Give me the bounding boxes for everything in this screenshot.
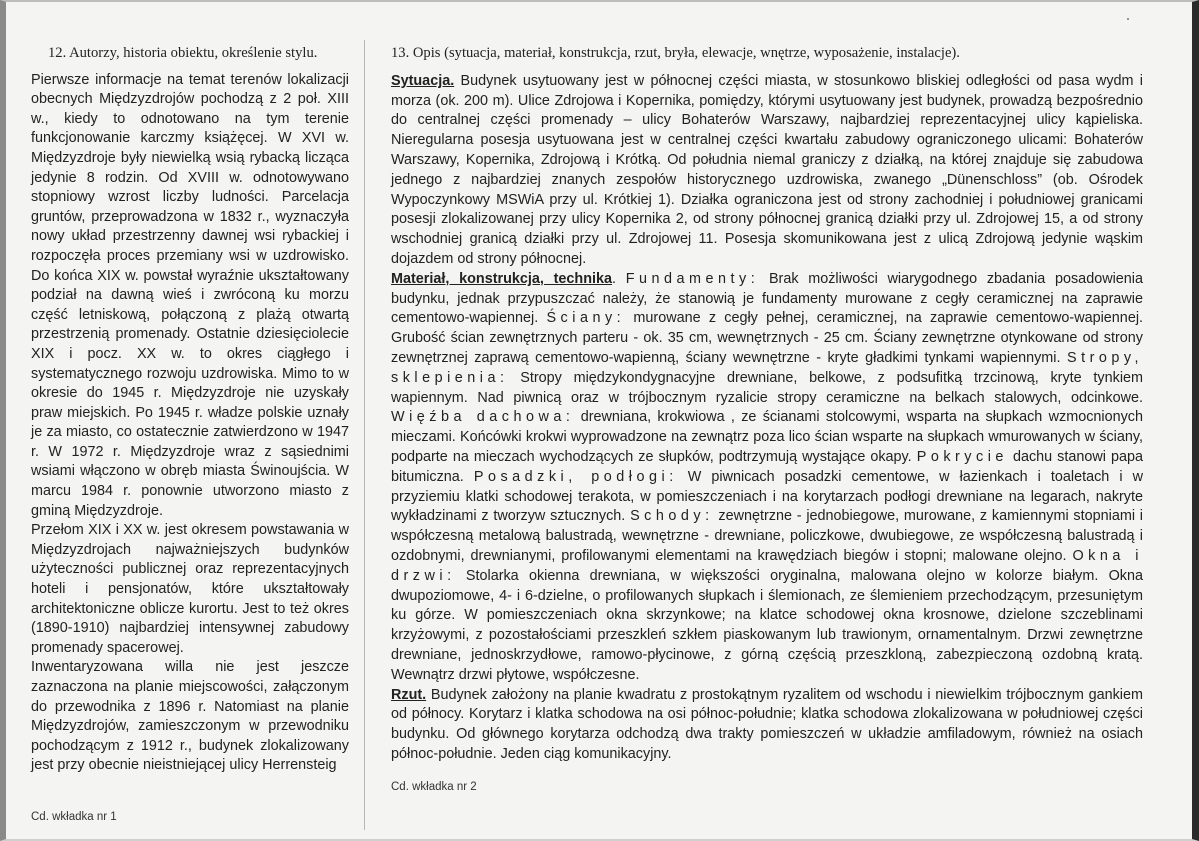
posadzki-label: Posadzki, podłogi: [473,468,678,485]
history-column [31,44,349,776]
pokrycie-text: dachu stanowi papa bitumiczna. [391,448,1144,485]
wiezba-label: Więźba dachowa: [391,409,575,426]
left-continuation-note: Cd. wkładka nr 1 [31,811,117,823]
sytuacja-title: Sytuacja. [391,72,455,89]
posadzki-text: W piwnicach posadzki cementowe, w łazienkach i toaletach i w przyziemiu klatki schodowej terakota, w pomieszczeniach i na korytarzach podłogi drewniane na legarach, nakryte wykładzinami z tworzyw sztucznych. [391,468,1143,525]
column-divider [364,40,365,830]
history-heading: 12. Autorzy, historia obiektu, określenie stylu. [48,45,318,61]
fundamenty-label: Fundamenty: [625,270,760,287]
schody-text: zewnętrzne - jednobiegowe, murowane, z kamiennymi stopniami i współczesną metalową balustradą, wewnętrzne - drewniane, policzkowe, dwubiegowe, ze współczesną balustradą i ozdobnymi, drewnianymi, profilowanymi elementami na krawędziach biegów i stopni; malowane olejno. [391,508,1144,564]
rzut-text: Budynek założony na planie kwadratu z prostokątnym ryzalitem od wschodu i niewielkim trójbocznym gankiem od północy. Korytarz i klatka schodowa na osi północ-południe; klatka schodowa zlokalizowana w południowej części budynku. Od głównego korytarza odchodzą dwa trakty pomieszczeń w układzie amfiladowym, również na osiach północ-południe. Jeden ciąg komunikacyjny. [391,686,1143,762]
scan-mark [1127,18,1129,20]
material-title: Materiał, konstrukcja, technika [391,270,612,287]
okna-label: Okna i drzwi: [391,547,1144,584]
schody-label: Schody: [630,508,714,525]
sciany-text: murowane z cegły pełnej, ceramicznej, na zaprawie cementowo-wapiennej. Grubość ścian zewnętrznych parteru - ok. 35 cm, wewnętrznych - 25 cm. Ściany zewnętrzne otynkowane od strony zewnętrznej zaprawą cementowo-wapienną, ściany wewnętrzne - kryte gładkimi tynkami wapiennymi. [391,310,1144,366]
material-section: Materiał, konstrukcja, technika. Fundamenty: Brak możliwości wiarygodnego zbadania posadowienia budynku, jednak przypuszczać należy, że stanowią je fundamenty murowane z cegły ceramicznej na zaprawie cementowo-wapiennej. Ściany: murowane z cegły pełnej, ceramicznej, na zaprawie cementowo-wapiennej. Grubość ścian zewnętrznych parteru - ok. 35 cm, wewnętrznych - 25 cm. Ściany zewnętrzne otynkowane od strony zewnętrznej zaprawą cementowo-wapienną, ściany wewnętrzne - kryte gładkimi tynkami wapiennymi. Stropy, sklepienia: Stropy międzykondygnacyjne drewniane, belkowe, z podsufitką trzcinową, kryte tynkiem wapiennym. Nad piwnicą oraz w trójbocznym ryzalicie stropy ceramiczne na belkach stalowych, odcinkowe. Więźba dachowa: drewniana, krokwiowa , ze ścianami stolcowymi, wsparta na słupkach wzmocnionych mieczami. Końcówki krokwi wyprowadzone na zewnątrz poza lico ścian wsparte na słupkach wmurowanych w ściany, podparte na mieczach wychodzących ze słupków, podtrzymują wystające okapy. Pokrycie dachu stanowi papa bitumiczna. Posadzki, podłogi: W piwnicach posadzki cementowe, w łazienkach i toaletach i w przyziemiu klatki schodowej terakota, w pomieszczeniach i na korytarzach podłogi drewniane na legarach, nakryte wykładzinami z tworzyw sztucznych. Schody: zewnętrzne - jednobiegowe, murowane, z kamiennymi stopniami i współczesną metalową balustradą, wewnętrzne - drewniane, policzkowe, dwubiegowe, ze współczesną balustradą i ozdobnymi, drewnianymi, profilowanymi elementami na krawędziach biegów i stopni; malowane olejno. Okna i drzwi: Stolarka okienna drewniana, w większości oryginalna, malowana olejno w kolorze białym. Okna dwupoziomowe, 4- i 6-dzielne, o profilowanych słupkach i ślemionach, ze ślemieniem przechodzącym, przesuniętym ku górze. W pomieszczeniach okna skrzynkowe; na klatce schodowej okna krosnowe, dzielone szczeblinami krzyżowymi, z pozostałościami przeszkleń szkłem piaskowanym lub trawionym, ornamentalnym. Drzwi zewnętrzne drewniane, jednoskrzydłowe, ramowo-płycinowe, z górną częścią przeszkloną, zabezpieczoną ozdobną kratą. Wewnątrz drzwi płytowe, współczesne. [391,270,1144,683]
sytuacja-section [391,72,1143,270]
right-continuation-note: Cd. wkładka nr 2 [391,781,477,793]
rzut-section [391,686,1143,765]
history-paragraph-1: Pierwsze informacje na temat terenów lokalizacji obecnych Międzyzdrojów pochodzą z 2 poł. XIII w., kiedy to odnotowano na tym terenie funkcjonowanie karczmy książęcej. W XVI w. Międzyzdroje były niewielką wsią rybacką licząca jedynie 8 rodzin. Od XVIII w. odnotowywano stopniowy wzrost liczby ludności. Parcelacja gruntów, przeprowadzona w 1832 r., wyznaczyła nowy układ przestrzenny dawnej wsi rybackiej i rozpoczęła proces przemiany wsi w uzdrowisko. Do końca XIX w. powstał wyraźnie ukształtowany podział na dawną wieś i zwróconą ku morzu część letniskową, połączoną z plażą otwartą przestrzenią promenady. Ostatnie dziesięciolecie XIX i pocz. XX w. to okres ciągłego i systematycznego rozwoju uzdrowiska. Mimo to w okresie do 1945 r. Międzyzdroje nie uzyskały praw miejskich. Po 1945 r. władze polskie uznały je za miasto, co ostatecznie zatwierdzono w 1947 r. W 1972 r. Międzyzdroje wraz z sąsiednimi wsiami włączono w obręb miasta Świnoujścia. W marcu 1984 r. ponownie utworzono miasto z gminą Międzyzdroje. [31,71,349,519]
fundamenty-text: Brak możliwości wiarygodnego zbadania posadowienia budynku, jednak przypuszczać należy, że stanowią je fundamenty murowane z cegły ceramicznej na zaprawie cementowo-wapiennej. [391,270,1143,327]
history-paragraph-3: Inwentaryzowana willa nie jest jeszcze zaznaczona na planie miejscowości, załączonym do przewodnika z 1896 r. Natomiast na planie Międzyzdrojów, zamieszczonym w przewodniku pochodzącym z 1912 r., budynek zlokalizowany jest przy obecnie nieistniejącej ulicy Herrensteig [31,659,349,774]
history-paragraph-2: Przełom XIX i XX w. jest okresem powstawania w Międzyzdrojach najważniejszych budynków użyteczności publicznej oraz reprezentacyjnych hoteli i pensjonatów, które ukształtowały architektoniczne oblicze kurortu. Jest to też okres (1890-1910) najbardziej intensywnej zabudowy promenady spacerowej. [31,522,349,656]
stropy-label: Stropy, sklepienia: [391,349,1144,386]
sciany-label: Ściany: [546,310,626,327]
stropy-text: Stropy międzykondygnacyjne drewniane, belkowe, z podsufitką trzcinową, kryte tynkiem wapiennym. Nad piwnicą oraz w trójbocznym ryzalicie stropy ceramiczne na belkach stalowych, odcinkowe. [391,369,1144,406]
description-column [391,44,1143,765]
sytuacja-text: Budynek usytuowany jest w północnej części miasta, w stosunkowo bliskiej odległości od pasa wydm i morza (ok. 200 m). Ulice Zdrojowa i Kopernika, pomiędzy, którymi usytuowany jest budynek, prowadzą bezpośrednio do centralnej części promenady – ulicy Bohaterów Warszawy, najbardziej reprezentacyjnej ulicy kąpieliska. Nieregularna posesja usytuowana jest w centralnej części kwartału zabudowy ograniczonego ulicami: Bohaterów Warszawy, Kopernika, Zdrojową i Krótką. Od południa niemal graniczy z działką, na której znajduje się zabudowa jednego z najbardziej znanych zespołów historycznego uzdrowiska, zwanego „Dünenschloss” (ob. Ośrodek Wypoczynkowy MSWiA przy ul. Krótkiej 1). Działka ograniczona jest od strony zachodniej i południowej granicami posesji zlokalizowanej przy ulicy Kopernika 2, od strony północnej granicą działki przy ul. Zdrojowej 15, a od strony wschodniej granicą działki przy ul. Zdrojowej 11. Posesja skomunikowana jest z ulicą Zdrojową jedynie wąskim dojazdem od strony północnej. [391,72,1144,267]
pokrycie-label: Pokrycie [916,448,1008,465]
rzut-title: Rzut. [391,686,427,703]
okna-text: Stolarka okienna drewniana, w większości oryginalna, malowana olejno w kolorze białym. Okna dwupoziomowe, 4- i 6-dzielne, o profilowanych słupkach i ślemionach, ze ślemieniem przechodzącym, przesuniętym ku górze. W pomieszczeniach okna skrzynkowe; na klatce schodowej okna krosnowe, dzielone szczeblinami krzyżowymi, z pozostałościami przeszkleń szkłem piaskowanym lub trawionym, ornamentalnym. Drzwi zewnętrzne drewniane, jednoskrzydłowe, ramowo-płycinowe, z górną częścią przeszkloną, zabezpieczoną ozdobną kratą. Wewnątrz drzwi płytowe, współczesne. [391,567,1144,683]
description-heading: 13. Opis (sytuacja, materiał, konstrukcja, rzut, bryła, elewacje, wnętrze, wyposażenie, instalacje). [391,45,960,61]
wiezba-text: drewniana, krokwiowa , ze ścianami stolcowymi, wsparta na słupkach wzmocnionych mieczami. Końcówki krokwi wyprowadzone na zewnątrz poza lico ścian wsparte na słupkach wmurowanych w ściany, podparte na mieczach wychodzących ze słupków, podtrzymują wystające okapy. [391,409,1143,465]
